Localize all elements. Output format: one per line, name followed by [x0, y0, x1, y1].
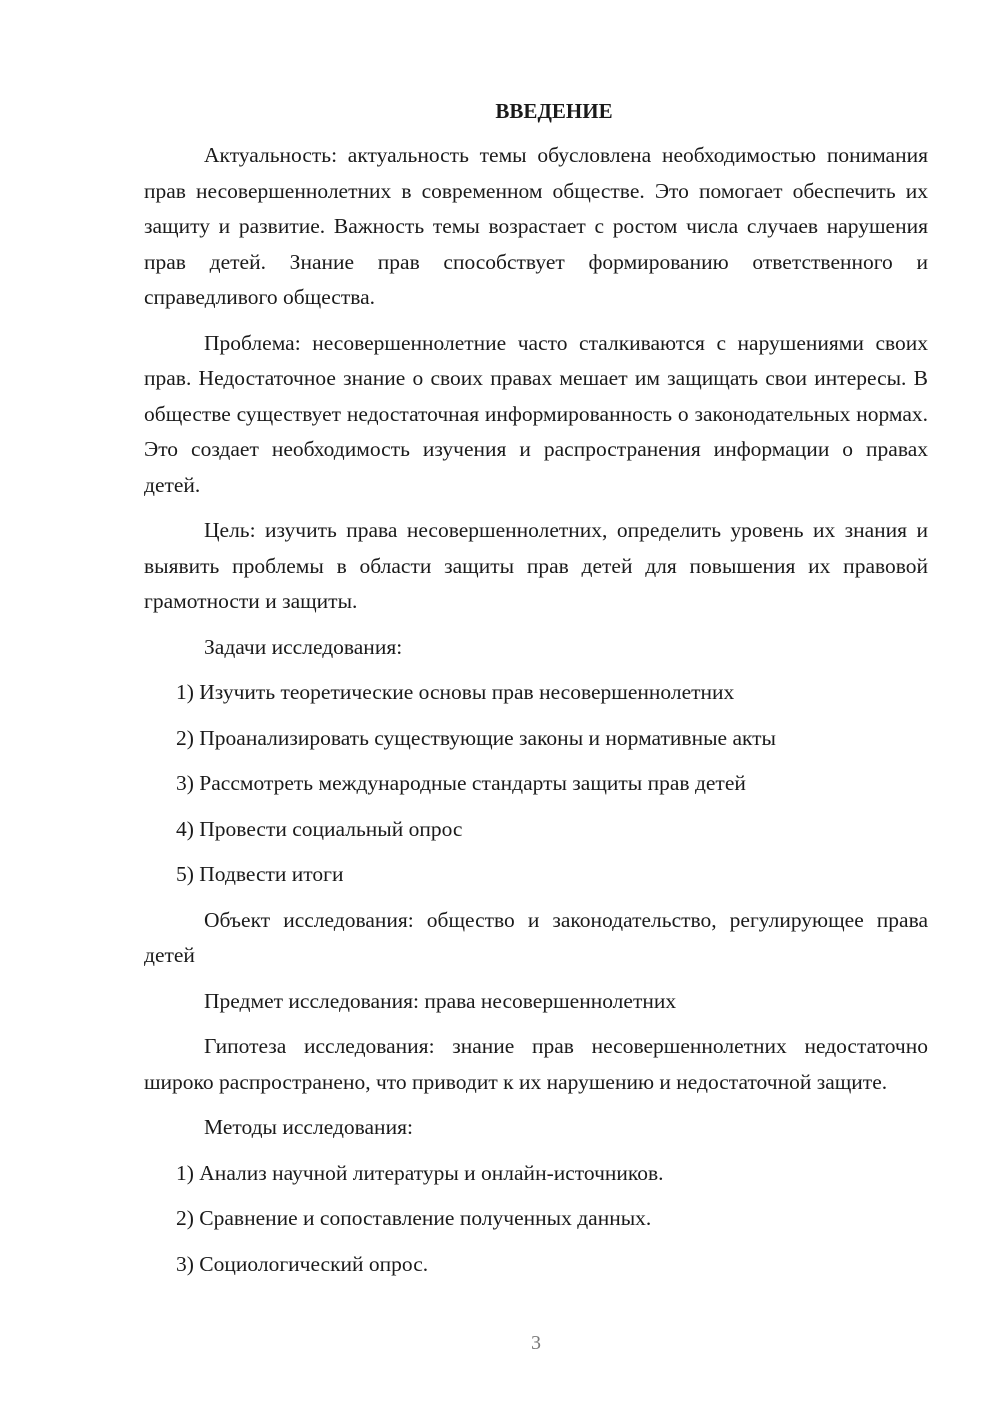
method-item: 2) Сравнение и сопоставление полученных данных.	[176, 1206, 652, 1230]
method-item: 1) Анализ научной литературы и онлайн-источников.	[176, 1160, 664, 1185]
subject-paragraph: Предмет исследования: права несовершеннолетних	[204, 988, 677, 1013]
page-body	[144, 94, 928, 1292]
tasks-heading: Задачи исследования:	[204, 634, 403, 659]
section-title: ВВЕДЕНИЕ	[495, 99, 613, 123]
problem-paragraph: Проблема: несовершеннолетние часто сталкиваются с нарушениями своих прав. Недостаточное знание о своих правах мешает им защищать свои интересы. В обществе существует недостаточная информированность о законодательных нормах. Это создает необходимость изучения и распространения информации о правах детей.	[144, 330, 928, 497]
task-item: 3) Рассмотреть международные стандарты защиты прав детей	[176, 771, 746, 795]
task-item: 1) Изучить теоретические основы прав несовершеннолетних	[176, 680, 735, 704]
page-number: 3	[531, 1332, 541, 1354]
object-paragraph: Объект исследования: общество и законодательство, регулирующее права детей	[144, 907, 928, 967]
methods-heading: Методы исследования:	[204, 1115, 413, 1139]
methods-list	[144, 1156, 928, 1283]
relevance-paragraph: Актуальность: актуальность темы обусловлена необходимостью понимания прав несовершеннолетних в современном обществе. Это помогает обеспечить их защиту и развитие. Важность темы возрастает с ростом числа случаев нарушения прав детей. Знание прав способствует формированию ответственного и справедливого общества.	[144, 143, 928, 309]
task-item: 4) Провести социальный опрос	[176, 816, 463, 841]
task-item: 5) Подвести итоги	[176, 862, 344, 886]
hypothesis-paragraph: Гипотеза исследования: знание прав несовершеннолетних недостаточно широко распространено, что приводит к их нарушению и недостаточной защите.	[144, 1034, 928, 1094]
tasks-list	[144, 675, 928, 893]
method-item: 3) Социологический опрос.	[176, 1251, 429, 1276]
goal-paragraph: Цель: изучить права несовершеннолетних, определить уровень их знания и выявить проблемы в области защиты прав детей для повышения их правовой грамотности и защиты.	[144, 518, 928, 613]
task-item: 2) Проанализировать существующие законы и нормативные акты	[176, 725, 776, 750]
